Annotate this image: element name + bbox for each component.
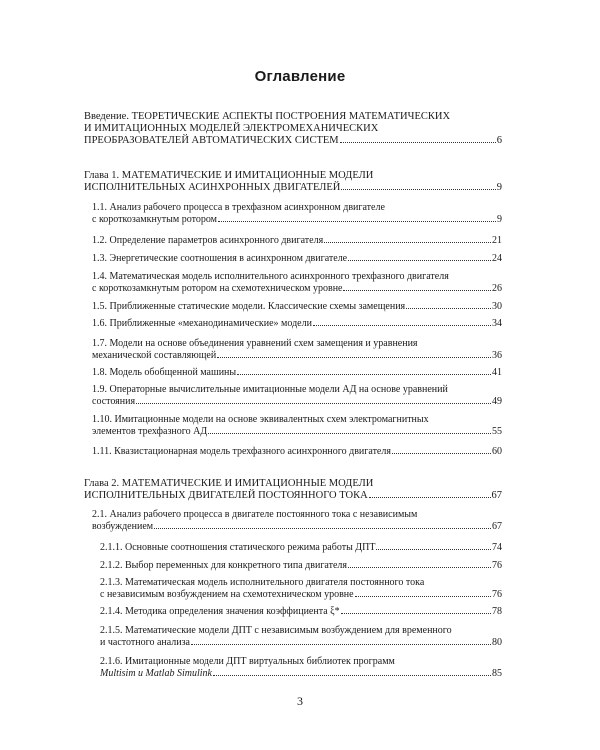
toc-entry-last-line bbox=[92, 235, 502, 247]
leader-dots bbox=[324, 241, 491, 243]
toc-entry-text: ИСПОЛНИТЕЛЬНЫХ ДВИГАТЕЛЕЙ ПОСТОЯННОГО ТОКА bbox=[84, 490, 368, 501]
toc-entry-1-5[interactable] bbox=[92, 301, 502, 313]
toc-entry-1-8[interactable] bbox=[92, 367, 502, 379]
page-number: 3 bbox=[297, 694, 303, 708]
toc-entry-last-line bbox=[100, 606, 502, 618]
leader-dots bbox=[218, 220, 496, 222]
toc-entry-last-line bbox=[92, 318, 502, 330]
leader-dots bbox=[369, 496, 491, 498]
leader-dots bbox=[406, 307, 491, 309]
toc-entry-last-line bbox=[84, 182, 502, 194]
page-ref: 30 bbox=[492, 301, 502, 312]
toc-entry-text: механической составляющей bbox=[92, 350, 217, 361]
toc-entry-text: с короткозамкнутым ротором bbox=[92, 214, 217, 225]
toc-entry-2-1-1[interactable] bbox=[100, 542, 502, 554]
page-ref: 60 bbox=[492, 446, 502, 457]
toc-entry-text: 1.8. Модель обобщенной машины bbox=[92, 367, 237, 378]
toc-entry-last-line bbox=[92, 301, 502, 313]
toc-entry-last-line bbox=[92, 426, 502, 438]
leader-dots bbox=[348, 259, 491, 261]
leader-dots bbox=[392, 452, 491, 454]
toc-entry-line: Глава 1. МАТЕМАТИЧЕСКИЕ И ИМИТАЦИОННЫЕ МОДЕЛИ bbox=[84, 170, 374, 181]
toc-entry-text: 2.1.4. Методика определения значения коэффициента ξ* bbox=[100, 606, 340, 617]
leader-dots bbox=[340, 141, 496, 143]
leader-dots bbox=[343, 289, 491, 291]
toc-entry-last-line bbox=[100, 542, 502, 554]
toc-entry-text: 1.3. Энергетические соотношения в асинхронном двигателе bbox=[92, 253, 348, 264]
toc-entry-line: И ИМИТАЦИОННЫХ МОДЕЛЕЙ ЭЛЕКТРОМЕХАНИЧЕСКИХ bbox=[84, 123, 379, 134]
toc-entry-line: 2.1.6. Имитационные модели ДПТ виртуальных библиотек программ bbox=[100, 656, 395, 667]
page-ref: 49 bbox=[492, 396, 502, 407]
page-ref: 9 bbox=[496, 182, 502, 193]
toc-entry-line: Введение. ТЕОРЕТИЧЕСКИЕ АСПЕКТЫ ПОСТРОЕНИЯ МАТЕМАТИЧЕСКИХ bbox=[84, 111, 451, 122]
leader-dots bbox=[136, 402, 491, 404]
toc-entry-1-4[interactable] bbox=[92, 271, 502, 295]
toc-entry-last-line bbox=[100, 589, 502, 601]
toc-entry-1-11[interactable] bbox=[92, 446, 502, 458]
toc-entry-1-7[interactable] bbox=[92, 338, 502, 362]
toc-entry-text: 1.2. Определение параметров асинхронного двигателя bbox=[92, 235, 324, 246]
toc-entry-text: 2.1.2. Выбор переменных для конкретного типа двигателя bbox=[100, 560, 347, 571]
toc-entry-text: 2.1.1. Основные соотношения статического режима работы ДПТ bbox=[100, 542, 376, 553]
toc-entry-2-1[interactable] bbox=[92, 509, 502, 533]
leader-dots bbox=[313, 324, 491, 326]
page-ref: 85 bbox=[492, 668, 502, 679]
toc-entry-last-line bbox=[92, 350, 502, 362]
toc-entry-1-2[interactable] bbox=[92, 235, 502, 247]
page-ref: 26 bbox=[492, 283, 502, 294]
toc-entry-text: 1.5. Приближенные статические модели. Классические схемы замещения bbox=[92, 301, 406, 312]
toc-entry-2-1-2[interactable] bbox=[100, 560, 502, 572]
leader-dots bbox=[154, 527, 491, 529]
toc-entry-text: с независимым возбуждением на схемотехническом уровне bbox=[100, 589, 354, 600]
leader-dots bbox=[191, 643, 491, 645]
toc-entry-chapter-1[interactable] bbox=[84, 170, 502, 194]
page-ref: 67 bbox=[491, 490, 502, 501]
toc-entry-line: 1.10. Имитационные модели на основе эквивалентных схем электромагнитных bbox=[92, 414, 429, 425]
toc-entry-line: 2.1.5. Математические модели ДПТ с независимым возбуждением для временного bbox=[100, 625, 452, 636]
page-ref: 80 bbox=[492, 637, 502, 648]
toc-entry-last-line bbox=[92, 283, 502, 295]
toc-entry-2-1-3[interactable] bbox=[100, 577, 502, 601]
toc-entry-intro[interactable] bbox=[84, 111, 502, 147]
toc-entry-text: элементов трехфазного АД bbox=[92, 426, 208, 437]
toc-entry-last-line bbox=[84, 135, 502, 147]
leader-dots bbox=[208, 432, 491, 434]
toc-entry-last-line bbox=[100, 637, 502, 649]
toc-entry-line: Глава 2. МАТЕМАТИЧЕСКИЕ И ИМИТАЦИОННЫЕ МОДЕЛИ bbox=[84, 478, 374, 489]
toc-entry-chapter-2[interactable] bbox=[84, 478, 502, 502]
page-ref: 6 bbox=[496, 135, 502, 146]
toc-entry-last-line bbox=[92, 214, 502, 226]
toc-entry-last-line bbox=[92, 367, 502, 379]
toc-entry-text: состояния bbox=[92, 396, 136, 407]
leader-dots bbox=[237, 373, 491, 375]
toc-entry-text: 1.11. Квазистационарная модель трехфазного асинхронного двигателя bbox=[92, 446, 391, 457]
page-ref: 74 bbox=[492, 542, 502, 553]
leader-dots bbox=[355, 595, 491, 597]
page-ref: 76 bbox=[492, 560, 502, 571]
toc-entry-last-line bbox=[100, 668, 502, 680]
page-ref: 36 bbox=[492, 350, 502, 361]
toc-entry-1-6[interactable] bbox=[92, 318, 502, 330]
leader-dots bbox=[348, 566, 491, 568]
toc-entry-line: 1.4. Математическая модель исполнительного асинхронного трехфазного двигателя bbox=[92, 271, 449, 282]
page-ref: 34 bbox=[492, 318, 502, 329]
toc-entry-last-line bbox=[84, 490, 502, 502]
toc-entry-2-1-4[interactable] bbox=[100, 606, 502, 618]
leader-dots bbox=[376, 548, 491, 550]
leader-dots bbox=[341, 188, 495, 190]
leader-dots bbox=[213, 674, 491, 676]
toc-entry-text: возбуждением bbox=[92, 521, 154, 532]
toc-entry-line: 2.1. Анализ рабочего процесса в двигателе постоянного тока с независимым bbox=[92, 509, 418, 520]
toc-entry-1-9[interactable] bbox=[92, 384, 502, 408]
toc-entry-line: 1.1. Анализ рабочего процесса в трехфазном асинхронном двигателе bbox=[92, 202, 385, 213]
toc-entry-2-1-5[interactable] bbox=[100, 625, 502, 649]
toc-entry-line: 1.7. Модели на основе объединения уравнений схем замещения и уравнения bbox=[92, 338, 418, 349]
leader-dots bbox=[341, 612, 491, 614]
toc-entry-1-3[interactable] bbox=[92, 253, 502, 265]
toc-entry-text: ИСПОЛНИТЕЛЬНЫХ АСИНХРОННЫХ ДВИГАТЕЛЕЙ bbox=[84, 182, 341, 193]
toc-entry-text: с короткозамкнутым ротором на схемотехническом уровне bbox=[92, 283, 343, 294]
toc-entry-text: и частотного анализа bbox=[100, 637, 190, 648]
page-ref: 67 bbox=[492, 521, 502, 532]
page-ref: 76 bbox=[492, 589, 502, 600]
page-ref: 24 bbox=[492, 253, 502, 264]
page-ref: 21 bbox=[492, 235, 502, 246]
toc-entry-last-line bbox=[92, 446, 502, 458]
toc-entry-1-1[interactable] bbox=[92, 202, 502, 226]
page-ref: 41 bbox=[492, 367, 502, 378]
toc-entry-text: 1.6. Приближенные «механодинамические» модели bbox=[92, 318, 312, 329]
toc-entry-last-line bbox=[92, 396, 502, 408]
toc-entry-last-line bbox=[92, 253, 502, 265]
toc-entry-line: 1.9. Операторные вычислительные имитационные модели АД на основе уравнений bbox=[92, 384, 448, 395]
toc-entry-line: 2.1.3. Математическая модель исполнительного двигателя постоянного тока bbox=[100, 577, 425, 588]
page-ref: 9 bbox=[497, 214, 502, 225]
page-ref: 78 bbox=[492, 606, 502, 617]
toc-entry-last-line bbox=[92, 521, 502, 533]
leader-dots bbox=[217, 356, 491, 358]
toc-entry-1-10[interactable] bbox=[92, 414, 502, 438]
toc-entry-last-line bbox=[100, 560, 502, 572]
toc-entry-2-1-6[interactable] bbox=[100, 656, 502, 680]
page-title: Оглавление bbox=[254, 68, 346, 85]
toc-entry-text: Multisim и Matlab Simulink bbox=[100, 668, 212, 679]
toc-entry-text: ПРЕОБРАЗОВАТЕЛЕЙ АВТОМАТИЧЕСКИХ СИСТЕМ bbox=[84, 135, 339, 146]
page-ref: 55 bbox=[492, 426, 502, 437]
